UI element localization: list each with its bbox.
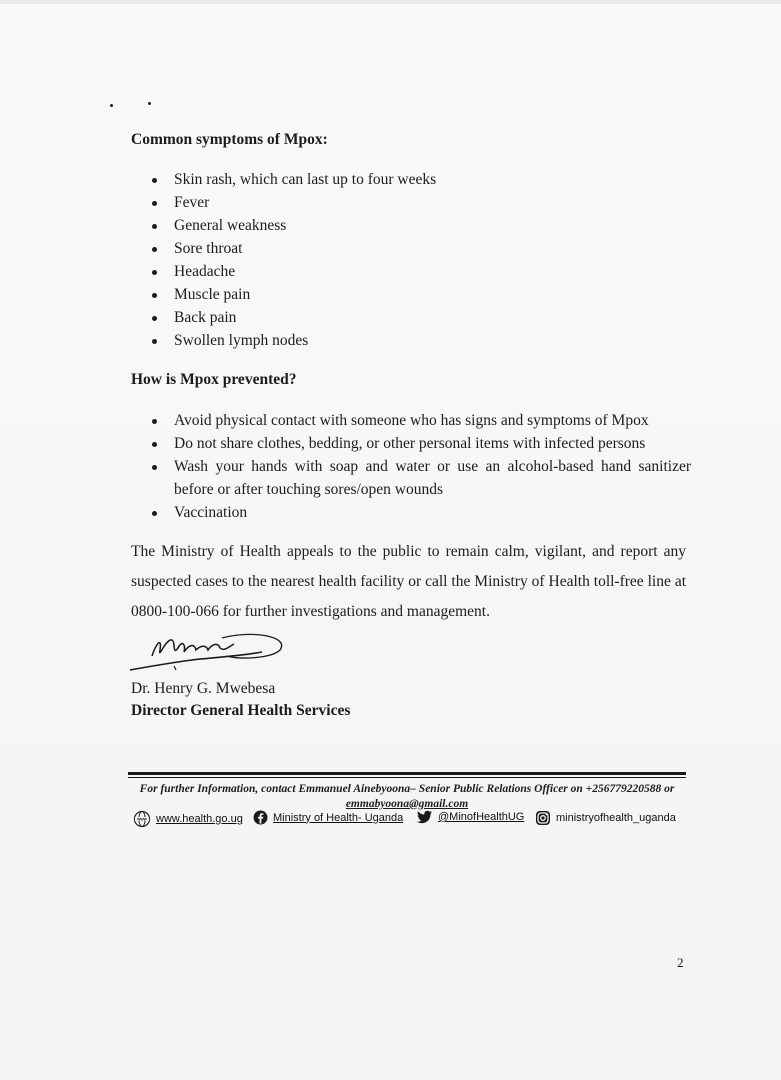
appeal-paragraph: The Ministry of Health appeals to the public to remain calm, vigilant, and report any suspected cases to the nearest health facility or call the Ministry of Health toll-free line at 0800-100-066 for further investigations and management. [131, 543, 686, 620]
instagram-link[interactable]: ministryofhealth_uganda [556, 812, 676, 824]
footer-links [133, 810, 693, 832]
list-item: Avoid physical contact with someone who has signs and symptoms of Mpox [131, 409, 691, 432]
website-link[interactable]: www.health.go.ug [156, 813, 243, 825]
twitter-link[interactable]: @MinofHealthUG [438, 811, 525, 823]
list-item: Sore throat [131, 237, 691, 260]
prevention-heading: How is Mpox prevented? [131, 371, 297, 388]
list-item: Do not share clothes, bedding, or other personal items with infected persons [131, 432, 691, 455]
instagram-icon [535, 810, 551, 826]
list-item: Vaccination [131, 501, 691, 524]
footer-divider [128, 772, 686, 775]
list-item: Back pain [131, 306, 691, 329]
scan-specks [108, 100, 158, 110]
symptoms-list [131, 168, 691, 352]
contact-text: For further Information, contact Emmanuel Ainebyoona– Senior Public Relations Officer on +256779220588 or [139, 783, 675, 795]
contact-email-link[interactable]: emmabyoona@gmail.com [345, 798, 469, 810]
list-item: Headache [131, 260, 691, 283]
globe-icon [133, 810, 151, 828]
signatory-title: Director General Health Services [131, 702, 351, 719]
symptoms-heading: Common symptoms of Mpox: [131, 131, 328, 148]
list-item: Swollen lymph nodes [131, 329, 691, 352]
svg-text:www: www [137, 816, 147, 822]
facebook-link-group [253, 810, 403, 825]
scan-edge [0, 0, 781, 4]
signatory-name: Dr. Henry G. Mwebesa [131, 680, 276, 697]
footer-contact [128, 782, 686, 812]
list-item: Fever [131, 191, 691, 214]
list-item: Skin rash, which can last up to four weeks [131, 168, 691, 191]
facebook-link[interactable]: Ministry of Health- Uganda [273, 811, 404, 824]
instagram-link-group [535, 810, 676, 826]
list-item: Muscle pain [131, 283, 691, 306]
signature-image [122, 626, 292, 678]
twitter-link-group [417, 810, 524, 824]
list-item: General weakness [131, 214, 691, 237]
facebook-icon [253, 810, 268, 825]
twitter-icon [417, 810, 433, 824]
website-link-group [133, 810, 243, 828]
prevention-list [131, 409, 691, 524]
footer-divider-thin [128, 777, 686, 778]
list-item: Wash your hands with soap and water or use an alcohol-based hand sanitizer before or after touching sores/open wounds [131, 455, 691, 501]
page-number: 2 [677, 955, 684, 970]
